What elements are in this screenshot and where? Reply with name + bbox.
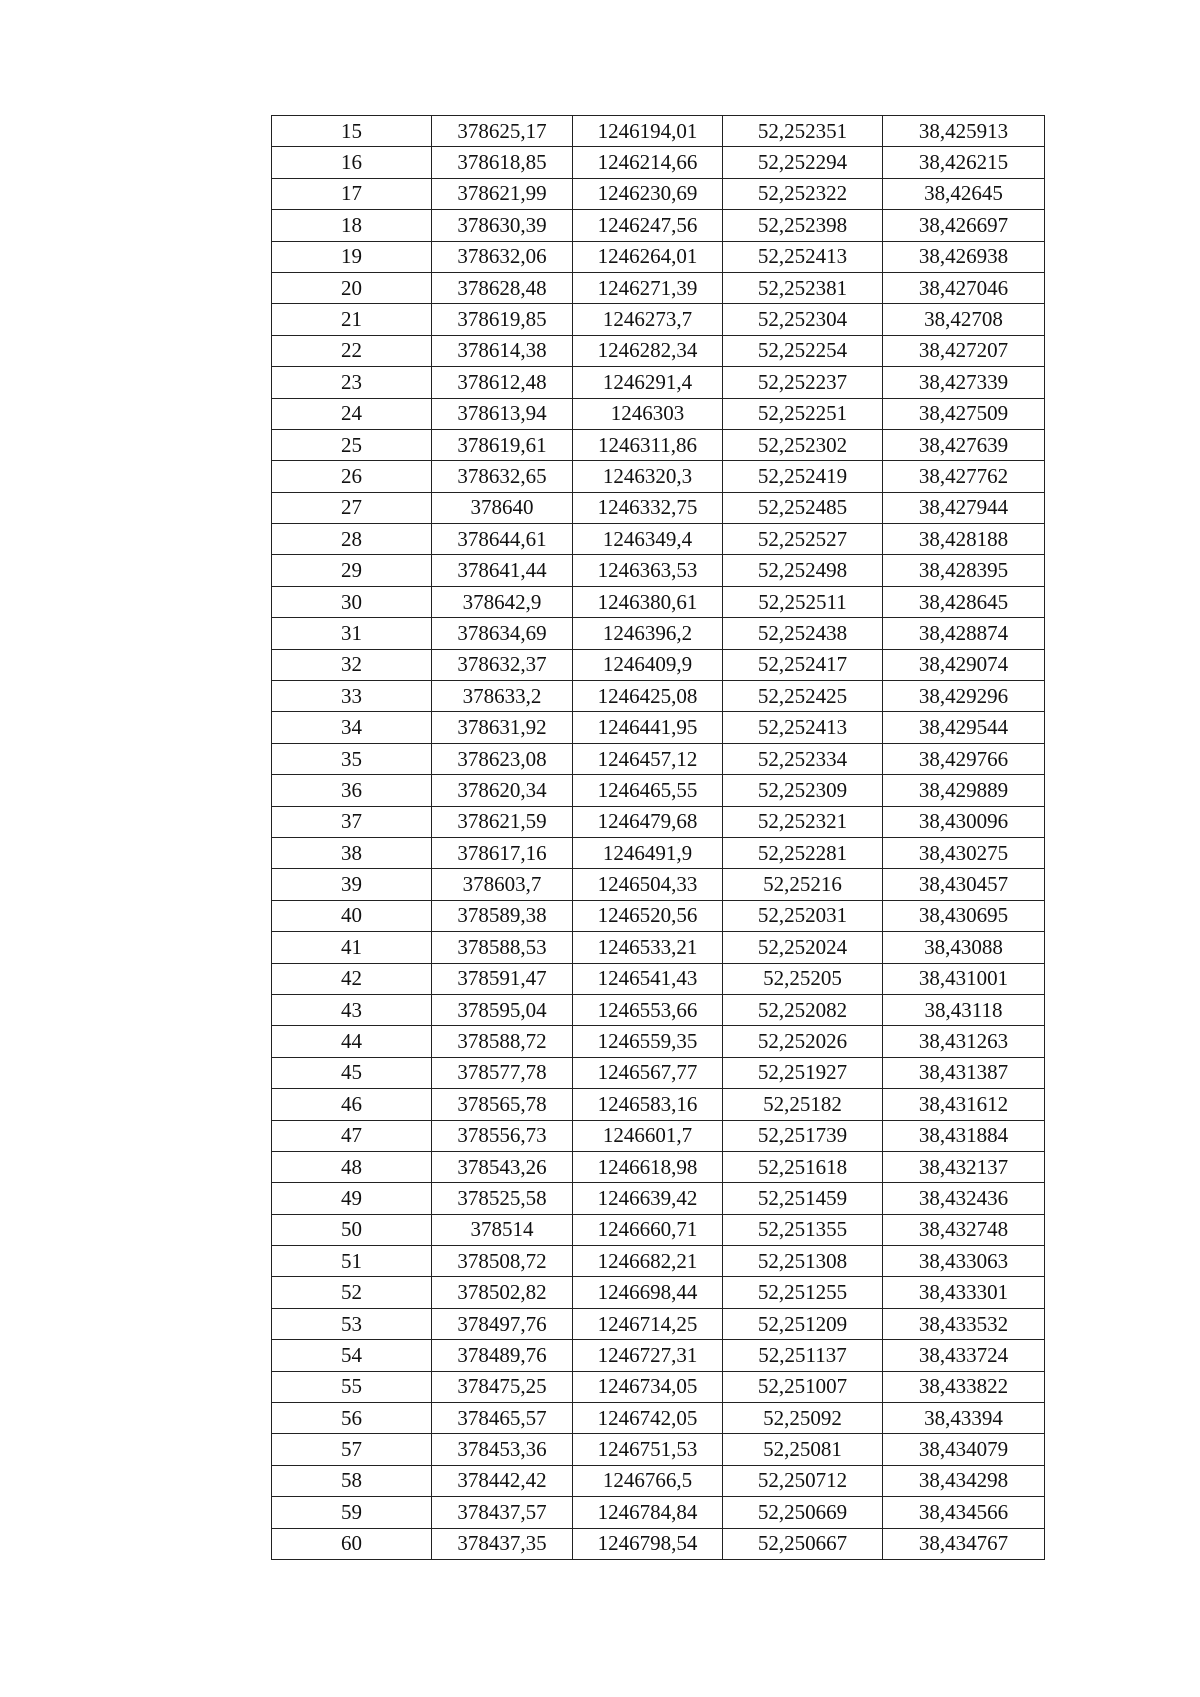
longitude-cell: 38,433822 [883, 1371, 1045, 1402]
y-coordinate-cell: 1246714,25 [573, 1308, 723, 1339]
x-coordinate-cell: 378588,72 [432, 1026, 573, 1057]
table-row [272, 1026, 1045, 1057]
latitude-cell: 52,252321 [723, 806, 883, 837]
longitude-cell: 38,42708 [883, 304, 1045, 335]
point-number-cell: 41 [272, 932, 432, 963]
point-number-cell: 51 [272, 1246, 432, 1277]
x-coordinate-cell: 378621,99 [432, 178, 573, 209]
latitude-cell: 52,252281 [723, 837, 883, 868]
latitude-cell: 52,252485 [723, 492, 883, 523]
table-row [272, 994, 1045, 1025]
y-coordinate-cell: 1246766,5 [573, 1465, 723, 1496]
point-number-cell: 18 [272, 210, 432, 241]
table-row [272, 806, 1045, 837]
y-coordinate-cell: 1246682,21 [573, 1246, 723, 1277]
point-number-cell: 59 [272, 1497, 432, 1528]
latitude-cell: 52,251618 [723, 1151, 883, 1182]
y-coordinate-cell: 1246230,69 [573, 178, 723, 209]
table-row [272, 712, 1045, 743]
table-row [272, 1528, 1045, 1559]
table-row [272, 398, 1045, 429]
point-number-cell: 31 [272, 618, 432, 649]
y-coordinate-cell: 1246303 [573, 398, 723, 429]
y-coordinate-cell: 1246380,61 [573, 586, 723, 617]
x-coordinate-cell: 378632,65 [432, 461, 573, 492]
y-coordinate-cell: 1246798,54 [573, 1528, 723, 1559]
longitude-cell: 38,434079 [883, 1434, 1045, 1465]
y-coordinate-cell: 1246567,77 [573, 1057, 723, 1088]
x-coordinate-cell: 378437,35 [432, 1528, 573, 1559]
latitude-cell: 52,252351 [723, 116, 883, 147]
y-coordinate-cell: 1246520,56 [573, 900, 723, 931]
x-coordinate-cell: 378437,57 [432, 1497, 573, 1528]
table-row [272, 963, 1045, 994]
x-coordinate-cell: 378525,58 [432, 1183, 573, 1214]
x-coordinate-cell: 378628,48 [432, 272, 573, 303]
longitude-cell: 38,427339 [883, 367, 1045, 398]
point-number-cell: 43 [272, 994, 432, 1025]
longitude-cell: 38,427639 [883, 429, 1045, 460]
longitude-cell: 38,430695 [883, 900, 1045, 931]
x-coordinate-cell: 378625,17 [432, 116, 573, 147]
latitude-cell: 52,251255 [723, 1277, 883, 1308]
y-coordinate-cell: 1246583,16 [573, 1089, 723, 1120]
longitude-cell: 38,434566 [883, 1497, 1045, 1528]
table-row [272, 1340, 1045, 1371]
y-coordinate-cell: 1246504,33 [573, 869, 723, 900]
point-number-cell: 37 [272, 806, 432, 837]
x-coordinate-cell: 378556,73 [432, 1120, 573, 1151]
point-number-cell: 23 [272, 367, 432, 398]
longitude-cell: 38,432436 [883, 1183, 1045, 1214]
y-coordinate-cell: 1246247,56 [573, 210, 723, 241]
table-row [272, 1246, 1045, 1277]
table-row [272, 1151, 1045, 1182]
latitude-cell: 52,252511 [723, 586, 883, 617]
point-number-cell: 50 [272, 1214, 432, 1245]
point-number-cell: 48 [272, 1151, 432, 1182]
latitude-cell: 52,25092 [723, 1403, 883, 1434]
latitude-cell: 52,252398 [723, 210, 883, 241]
table-row [272, 869, 1045, 900]
y-coordinate-cell: 1246425,08 [573, 681, 723, 712]
point-number-cell: 24 [272, 398, 432, 429]
table-row [272, 178, 1045, 209]
point-number-cell: 57 [272, 1434, 432, 1465]
longitude-cell: 38,433724 [883, 1340, 1045, 1371]
table-row [272, 1183, 1045, 1214]
table-row [272, 900, 1045, 931]
latitude-cell: 52,252413 [723, 712, 883, 743]
x-coordinate-cell: 378565,78 [432, 1089, 573, 1120]
point-number-cell: 35 [272, 743, 432, 774]
point-number-cell: 34 [272, 712, 432, 743]
x-coordinate-cell: 378508,72 [432, 1246, 573, 1277]
y-coordinate-cell: 1246271,39 [573, 272, 723, 303]
table-row [272, 461, 1045, 492]
x-coordinate-cell: 378621,59 [432, 806, 573, 837]
point-number-cell: 29 [272, 555, 432, 586]
longitude-cell: 38,43394 [883, 1403, 1045, 1434]
longitude-cell: 38,427207 [883, 335, 1045, 366]
latitude-cell: 52,252413 [723, 241, 883, 272]
longitude-cell: 38,433532 [883, 1308, 1045, 1339]
y-coordinate-cell: 1246734,05 [573, 1371, 723, 1402]
point-number-cell: 19 [272, 241, 432, 272]
table-row [272, 1214, 1045, 1245]
table-row [272, 210, 1045, 241]
latitude-cell: 52,251459 [723, 1183, 883, 1214]
point-number-cell: 32 [272, 649, 432, 680]
latitude-cell: 52,252527 [723, 524, 883, 555]
y-coordinate-cell: 1246533,21 [573, 932, 723, 963]
table-row [272, 335, 1045, 366]
table-row [272, 555, 1045, 586]
x-coordinate-cell: 378612,48 [432, 367, 573, 398]
point-number-cell: 25 [272, 429, 432, 460]
x-coordinate-cell: 378595,04 [432, 994, 573, 1025]
table-row [272, 586, 1045, 617]
table-row [272, 932, 1045, 963]
point-number-cell: 56 [272, 1403, 432, 1434]
latitude-cell: 52,251355 [723, 1214, 883, 1245]
latitude-cell: 52,251209 [723, 1308, 883, 1339]
x-coordinate-cell: 378633,2 [432, 681, 573, 712]
y-coordinate-cell: 1246441,95 [573, 712, 723, 743]
point-number-cell: 58 [272, 1465, 432, 1496]
table-row [272, 492, 1045, 523]
longitude-cell: 38,431612 [883, 1089, 1045, 1120]
point-number-cell: 17 [272, 178, 432, 209]
point-number-cell: 21 [272, 304, 432, 335]
point-number-cell: 16 [272, 147, 432, 178]
x-coordinate-cell: 378619,85 [432, 304, 573, 335]
longitude-cell: 38,427046 [883, 272, 1045, 303]
table-row [272, 618, 1045, 649]
longitude-cell: 38,432137 [883, 1151, 1045, 1182]
x-coordinate-cell: 378642,9 [432, 586, 573, 617]
longitude-cell: 38,427944 [883, 492, 1045, 523]
x-coordinate-cell: 378631,92 [432, 712, 573, 743]
y-coordinate-cell: 1246291,4 [573, 367, 723, 398]
latitude-cell: 52,251007 [723, 1371, 883, 1402]
table-row [272, 837, 1045, 868]
y-coordinate-cell: 1246601,7 [573, 1120, 723, 1151]
table-row [272, 116, 1045, 147]
latitude-cell: 52,252031 [723, 900, 883, 931]
x-coordinate-cell: 378589,38 [432, 900, 573, 931]
y-coordinate-cell: 1246660,71 [573, 1214, 723, 1245]
longitude-cell: 38,429766 [883, 743, 1045, 774]
point-number-cell: 55 [272, 1371, 432, 1402]
x-coordinate-cell: 378489,76 [432, 1340, 573, 1371]
point-number-cell: 38 [272, 837, 432, 868]
longitude-cell: 38,425913 [883, 116, 1045, 147]
x-coordinate-cell: 378634,69 [432, 618, 573, 649]
x-coordinate-cell: 378475,25 [432, 1371, 573, 1402]
table-row [272, 367, 1045, 398]
longitude-cell: 38,429074 [883, 649, 1045, 680]
table-row [272, 1089, 1045, 1120]
longitude-cell: 38,430457 [883, 869, 1045, 900]
x-coordinate-cell: 378632,06 [432, 241, 573, 272]
point-number-cell: 60 [272, 1528, 432, 1559]
point-number-cell: 47 [272, 1120, 432, 1151]
latitude-cell: 52,252304 [723, 304, 883, 335]
point-number-cell: 46 [272, 1089, 432, 1120]
latitude-cell: 52,252309 [723, 775, 883, 806]
longitude-cell: 38,43118 [883, 994, 1045, 1025]
latitude-cell: 52,252381 [723, 272, 883, 303]
latitude-cell: 52,252438 [723, 618, 883, 649]
x-coordinate-cell: 378502,82 [432, 1277, 573, 1308]
table-row [272, 272, 1045, 303]
latitude-cell: 52,25182 [723, 1089, 883, 1120]
latitude-cell: 52,25205 [723, 963, 883, 994]
y-coordinate-cell: 1246491,9 [573, 837, 723, 868]
y-coordinate-cell: 1246349,4 [573, 524, 723, 555]
latitude-cell: 52,252237 [723, 367, 883, 398]
point-number-cell: 42 [272, 963, 432, 994]
y-coordinate-cell: 1246479,68 [573, 806, 723, 837]
y-coordinate-cell: 1246396,2 [573, 618, 723, 649]
table-row [272, 1434, 1045, 1465]
x-coordinate-cell: 378617,16 [432, 837, 573, 868]
y-coordinate-cell: 1246363,53 [573, 555, 723, 586]
x-coordinate-cell: 378514 [432, 1214, 573, 1245]
latitude-cell: 52,252498 [723, 555, 883, 586]
longitude-cell: 38,429889 [883, 775, 1045, 806]
latitude-cell: 52,250669 [723, 1497, 883, 1528]
table-row [272, 1277, 1045, 1308]
y-coordinate-cell: 1246282,34 [573, 335, 723, 366]
coordinates-table [271, 115, 1045, 1560]
x-coordinate-cell: 378442,42 [432, 1465, 573, 1496]
longitude-cell: 38,431001 [883, 963, 1045, 994]
table-row [272, 147, 1045, 178]
y-coordinate-cell: 1246639,42 [573, 1183, 723, 1214]
point-number-cell: 20 [272, 272, 432, 303]
y-coordinate-cell: 1246742,05 [573, 1403, 723, 1434]
y-coordinate-cell: 1246332,75 [573, 492, 723, 523]
table-row [272, 1465, 1045, 1496]
point-number-cell: 22 [272, 335, 432, 366]
table-row [272, 775, 1045, 806]
x-coordinate-cell: 378630,39 [432, 210, 573, 241]
longitude-cell: 38,431884 [883, 1120, 1045, 1151]
point-number-cell: 52 [272, 1277, 432, 1308]
longitude-cell: 38,428645 [883, 586, 1045, 617]
longitude-cell: 38,43088 [883, 932, 1045, 963]
longitude-cell: 38,430096 [883, 806, 1045, 837]
x-coordinate-cell: 378577,78 [432, 1057, 573, 1088]
table-row [272, 1120, 1045, 1151]
table-row [272, 743, 1045, 774]
x-coordinate-cell: 378588,53 [432, 932, 573, 963]
point-number-cell: 40 [272, 900, 432, 931]
point-number-cell: 26 [272, 461, 432, 492]
point-number-cell: 39 [272, 869, 432, 900]
latitude-cell: 52,252254 [723, 335, 883, 366]
x-coordinate-cell: 378641,44 [432, 555, 573, 586]
latitude-cell: 52,252419 [723, 461, 883, 492]
point-number-cell: 33 [272, 681, 432, 712]
point-number-cell: 36 [272, 775, 432, 806]
point-number-cell: 49 [272, 1183, 432, 1214]
x-coordinate-cell: 378614,38 [432, 335, 573, 366]
longitude-cell: 38,426215 [883, 147, 1045, 178]
point-number-cell: 44 [272, 1026, 432, 1057]
x-coordinate-cell: 378543,26 [432, 1151, 573, 1182]
longitude-cell: 38,429296 [883, 681, 1045, 712]
longitude-cell: 38,430275 [883, 837, 1045, 868]
latitude-cell: 52,251927 [723, 1057, 883, 1088]
longitude-cell: 38,426697 [883, 210, 1045, 241]
latitude-cell: 52,252417 [723, 649, 883, 680]
y-coordinate-cell: 1246698,44 [573, 1277, 723, 1308]
latitude-cell: 52,252082 [723, 994, 883, 1025]
table-row [272, 241, 1045, 272]
latitude-cell: 52,252334 [723, 743, 883, 774]
table-row [272, 1057, 1045, 1088]
x-coordinate-cell: 378497,76 [432, 1308, 573, 1339]
table-row [272, 1371, 1045, 1402]
point-number-cell: 28 [272, 524, 432, 555]
latitude-cell: 52,252425 [723, 681, 883, 712]
latitude-cell: 52,251137 [723, 1340, 883, 1371]
x-coordinate-cell: 378632,37 [432, 649, 573, 680]
longitude-cell: 38,42645 [883, 178, 1045, 209]
latitude-cell: 52,250667 [723, 1528, 883, 1559]
y-coordinate-cell: 1246409,9 [573, 649, 723, 680]
table-row [272, 524, 1045, 555]
y-coordinate-cell: 1246465,55 [573, 775, 723, 806]
point-number-cell: 45 [272, 1057, 432, 1088]
longitude-cell: 38,426938 [883, 241, 1045, 272]
point-number-cell: 54 [272, 1340, 432, 1371]
y-coordinate-cell: 1246273,7 [573, 304, 723, 335]
latitude-cell: 52,252251 [723, 398, 883, 429]
latitude-cell: 52,252026 [723, 1026, 883, 1057]
longitude-cell: 38,432748 [883, 1214, 1045, 1245]
longitude-cell: 38,434767 [883, 1528, 1045, 1559]
x-coordinate-cell: 378620,34 [432, 775, 573, 806]
x-coordinate-cell: 378644,61 [432, 524, 573, 555]
y-coordinate-cell: 1246784,84 [573, 1497, 723, 1528]
table-row [272, 1497, 1045, 1528]
point-number-cell: 15 [272, 116, 432, 147]
x-coordinate-cell: 378603,7 [432, 869, 573, 900]
x-coordinate-cell: 378623,08 [432, 743, 573, 774]
y-coordinate-cell: 1246457,12 [573, 743, 723, 774]
longitude-cell: 38,428395 [883, 555, 1045, 586]
x-coordinate-cell: 378640 [432, 492, 573, 523]
latitude-cell: 52,252322 [723, 178, 883, 209]
y-coordinate-cell: 1246541,43 [573, 963, 723, 994]
point-number-cell: 53 [272, 1308, 432, 1339]
point-number-cell: 27 [272, 492, 432, 523]
longitude-cell: 38,433063 [883, 1246, 1045, 1277]
longitude-cell: 38,434298 [883, 1465, 1045, 1496]
x-coordinate-cell: 378453,36 [432, 1434, 573, 1465]
longitude-cell: 38,431387 [883, 1057, 1045, 1088]
x-coordinate-cell: 378619,61 [432, 429, 573, 460]
y-coordinate-cell: 1246214,66 [573, 147, 723, 178]
table-row [272, 649, 1045, 680]
y-coordinate-cell: 1246320,3 [573, 461, 723, 492]
longitude-cell: 38,427509 [883, 398, 1045, 429]
y-coordinate-cell: 1246751,53 [573, 1434, 723, 1465]
table-row [272, 1308, 1045, 1339]
longitude-cell: 38,429544 [883, 712, 1045, 743]
y-coordinate-cell: 1246559,35 [573, 1026, 723, 1057]
latitude-cell: 52,25081 [723, 1434, 883, 1465]
table-row [272, 304, 1045, 335]
x-coordinate-cell: 378613,94 [432, 398, 573, 429]
longitude-cell: 38,428188 [883, 524, 1045, 555]
latitude-cell: 52,252294 [723, 147, 883, 178]
y-coordinate-cell: 1246264,01 [573, 241, 723, 272]
x-coordinate-cell: 378618,85 [432, 147, 573, 178]
x-coordinate-cell: 378591,47 [432, 963, 573, 994]
y-coordinate-cell: 1246311,86 [573, 429, 723, 460]
coordinates-table-body [272, 116, 1045, 1560]
longitude-cell: 38,427762 [883, 461, 1045, 492]
latitude-cell: 52,251739 [723, 1120, 883, 1151]
table-row [272, 429, 1045, 460]
longitude-cell: 38,433301 [883, 1277, 1045, 1308]
latitude-cell: 52,25216 [723, 869, 883, 900]
latitude-cell: 52,251308 [723, 1246, 883, 1277]
longitude-cell: 38,431263 [883, 1026, 1045, 1057]
y-coordinate-cell: 1246727,31 [573, 1340, 723, 1371]
latitude-cell: 52,252024 [723, 932, 883, 963]
latitude-cell: 52,252302 [723, 429, 883, 460]
x-coordinate-cell: 378465,57 [432, 1403, 573, 1434]
table-row [272, 1403, 1045, 1434]
longitude-cell: 38,428874 [883, 618, 1045, 649]
point-number-cell: 30 [272, 586, 432, 617]
table-row [272, 681, 1045, 712]
y-coordinate-cell: 1246194,01 [573, 116, 723, 147]
y-coordinate-cell: 1246618,98 [573, 1151, 723, 1182]
latitude-cell: 52,250712 [723, 1465, 883, 1496]
y-coordinate-cell: 1246553,66 [573, 994, 723, 1025]
